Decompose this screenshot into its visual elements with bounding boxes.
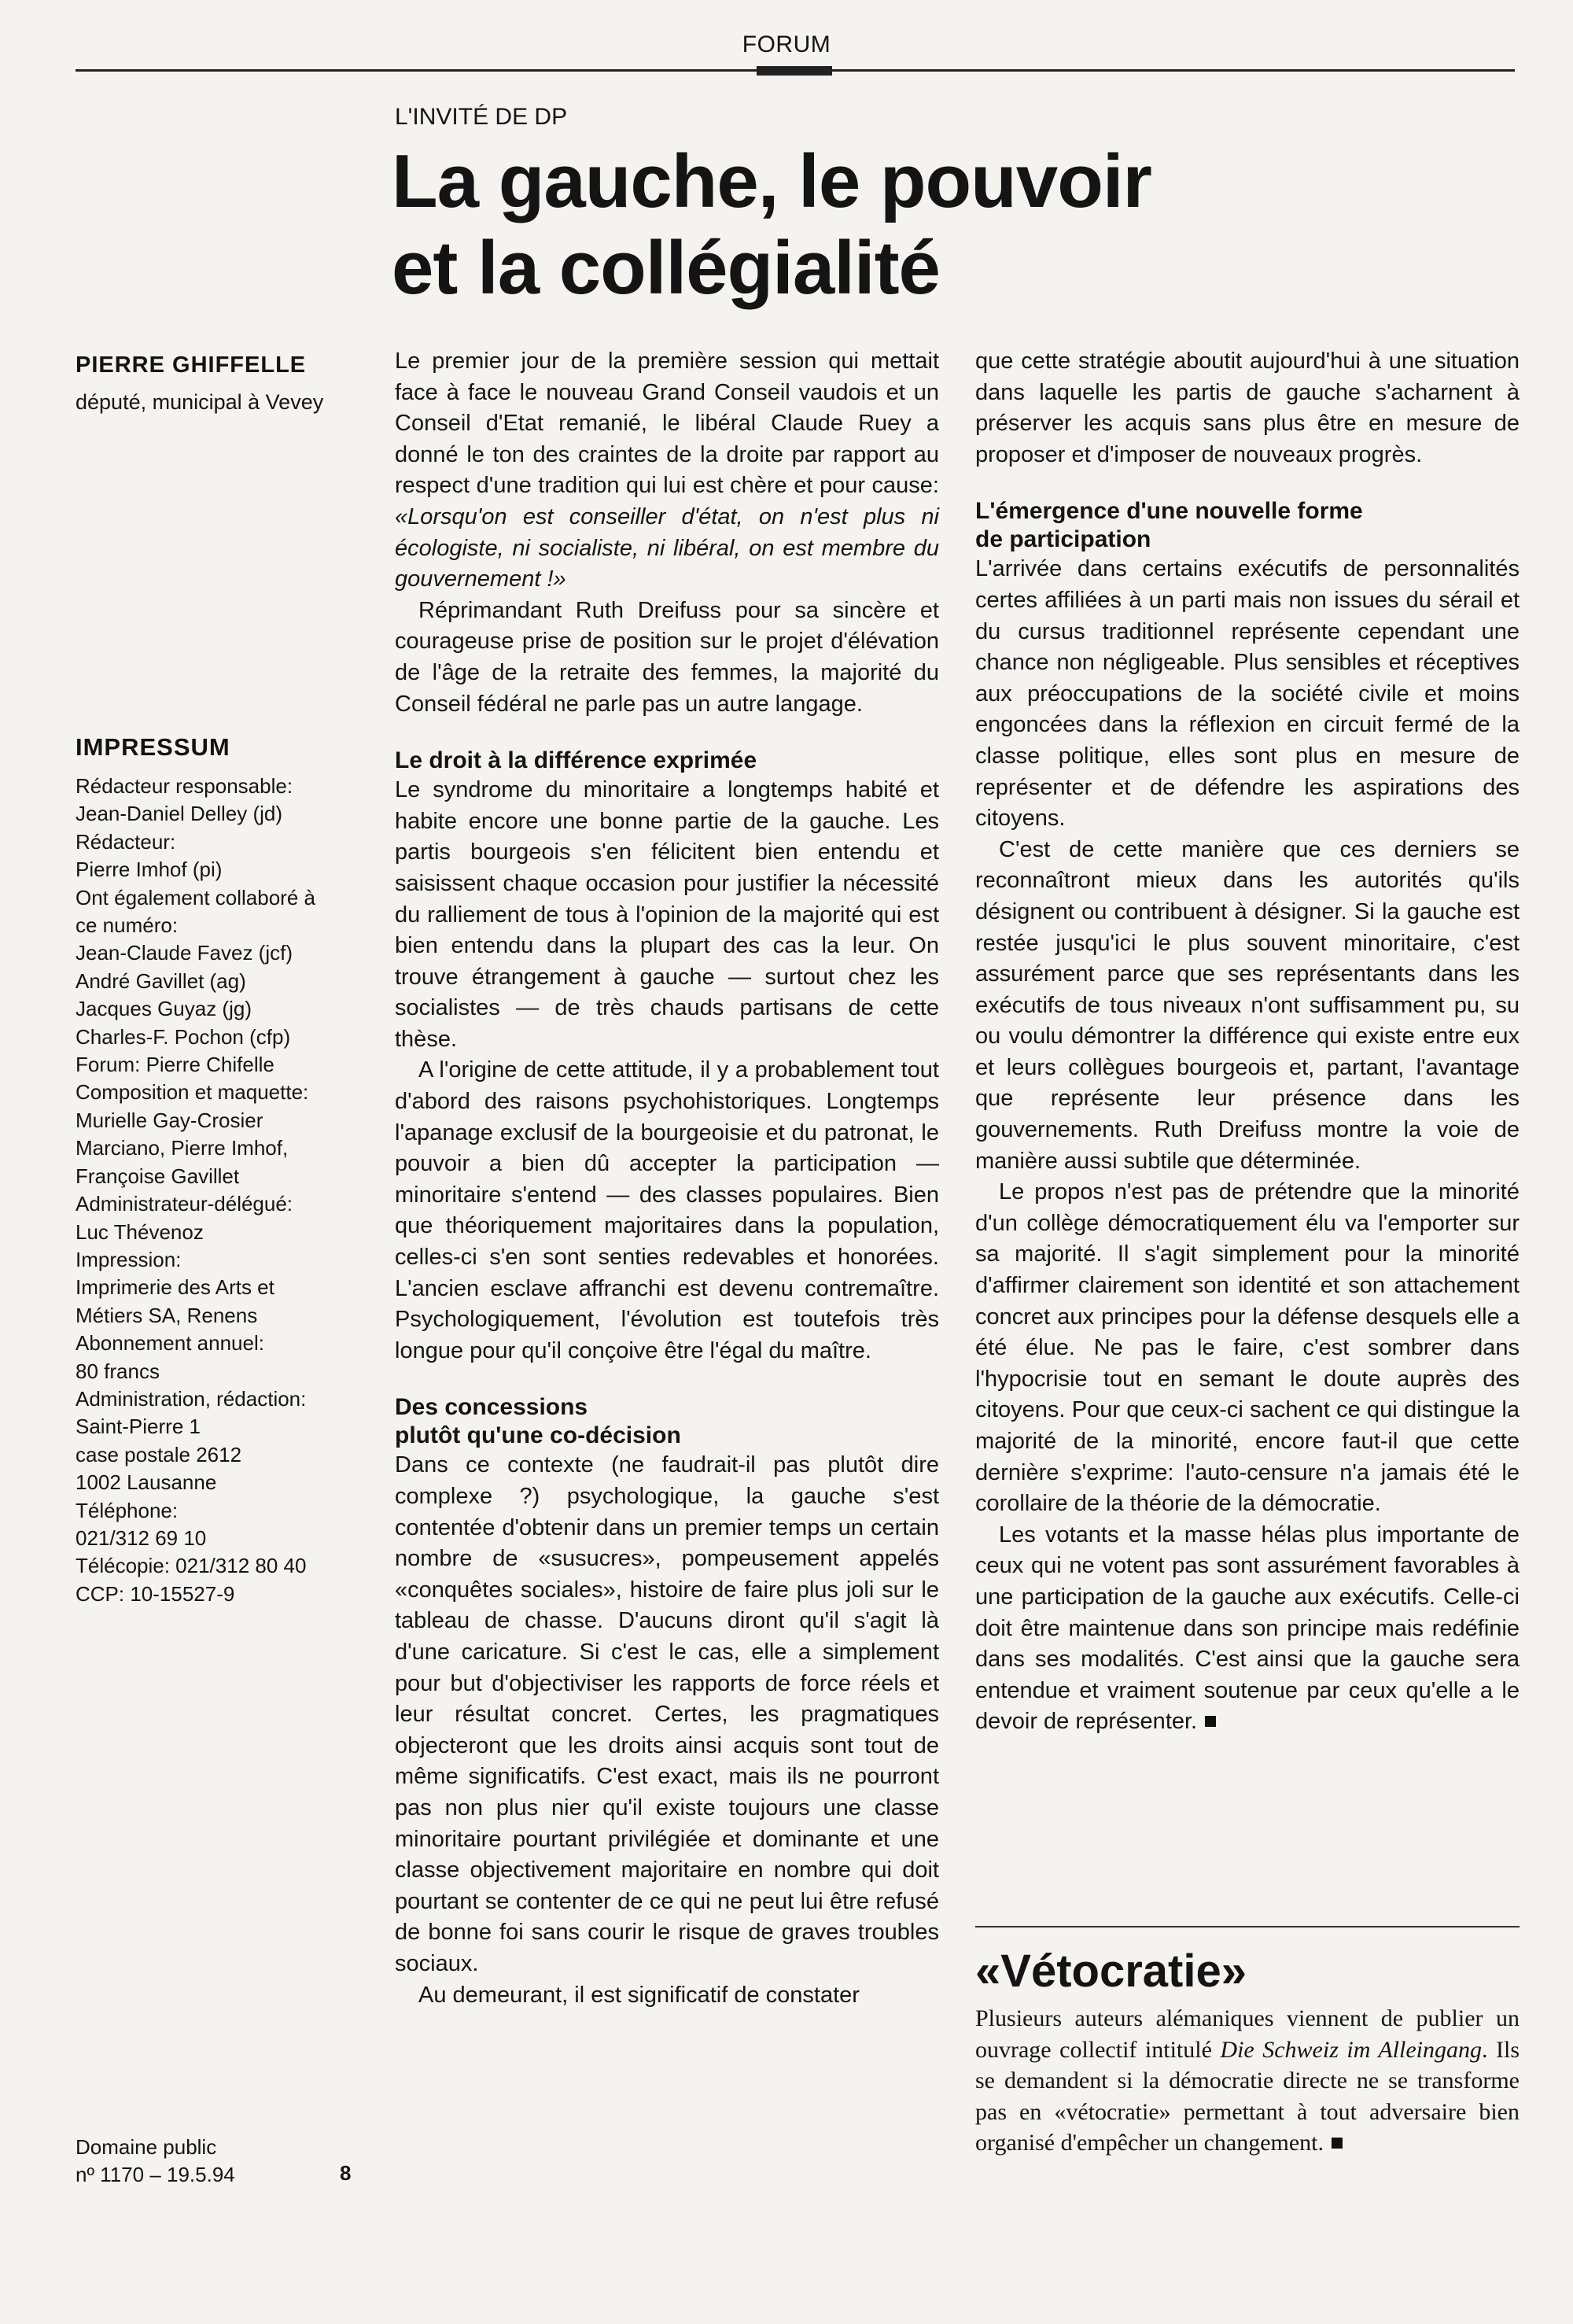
subheading: Des concessions plutôt qu'une co-décision (395, 1394, 681, 1449)
author-title: député, municipal à Vevey (76, 390, 324, 414)
impressum-line: Administration, rédaction: (76, 1386, 307, 1411)
impressum-line: Pierre Imhof (pi) (76, 858, 223, 882)
article-title-line-2: et la collégialité (392, 226, 940, 310)
paragraph: Les votants et la masse hélas plus importante de ceux qui ne votent pas sont assurément favorables à une participation de la gauche aux exécutifs. Celle-ci doit être maintenue dans son principe mais redéfinie dans ses modalités. C'est ainsi que la gauche sera entendue et vraiment soutenue par ceux qu'elle a le devoir de représenter. (975, 1522, 1520, 1735)
end-mark-icon (1332, 2138, 1343, 2149)
impressum-title: IMPRESSUM (76, 733, 230, 761)
impressum-line: Téléphone: (76, 1498, 179, 1522)
paragraph: que cette stratégie aboutit aujourd'hui à une situation dans laquelle les partis de gauche s'acharnent à préserver les acquis sans plus être en mesure de proposer et d'imposer de nouveaux progrès. (975, 349, 1520, 467)
quote: «Lorsqu'on est conseiller d'état, on n'est plus ni écologiste, ni socialiste, ni libéral, on est membre du gouvernement !» (395, 504, 939, 592)
paragraph: Le propos n'est pas de prétendre que la minorité d'un collège démocratiquement élu va l'emporter sur sa majorité. Il s'agit simplement pour la minorité d'affirmer clairement son identité et son attachement concret aux principes pour la défense desquels elle a été élue. Ne pas le faire, c'est sombrer dans l'hypocrisie tout en semant le doute auprès des citoyens. Pour que ceux-ci sachent ce qui distingue la majorité de la minorité, encore faut-il que cette dernière s'exprime: l'auto-censure n'a jamais été le corollaire de la théorie de la démocratie. (975, 1179, 1520, 1517)
impressum-line: Saint-Pierre 1 (76, 1415, 201, 1439)
book-title: Die Schweiz im Alleingang (1220, 2036, 1482, 2063)
box-title: «Vétocratie» (975, 1946, 1247, 1997)
impressum-line: Administrateur-délégué: (76, 1192, 293, 1216)
impressum-line: Jean-Claude Favez (jcf) (76, 941, 293, 965)
header-rule-tab (757, 66, 832, 76)
issue-number: nº 1170 – 19.5.94 (76, 2163, 235, 2186)
impressum-line: Françoise Gavillet (76, 1164, 240, 1188)
impressum-line: Charles-F. Pochon (cfp) (76, 1024, 291, 1049)
impressum-line: Composition et maquette: (76, 1080, 309, 1105)
impressum-line: 80 francs (76, 1359, 160, 1383)
paragraph: Au demeurant, il est significatif de constater (418, 1982, 860, 2008)
impressum-line: Abonnement annuel: (76, 1331, 264, 1356)
impressum-line: Jacques Guyaz (jg) (76, 997, 252, 1021)
impressum-line: Forum: Pierre Chifelle (76, 1053, 274, 1077)
subheading: L'émergence d'une nouvelle forme de participation (975, 498, 1363, 553)
impressum-line: Ont également collaboré à (76, 885, 315, 909)
subheading: Le droit à la différence exprimée (395, 747, 757, 774)
impressum-line: 021/312 69 10 (76, 1525, 207, 1550)
publication-name: Domaine public (76, 2135, 217, 2159)
box-divider (975, 1926, 1520, 1927)
end-mark-icon (1205, 1716, 1216, 1727)
impressum-line: Imprimerie des Arts et (76, 1275, 274, 1300)
article-title (392, 138, 1509, 312)
section-label: FORUM (742, 31, 831, 57)
page-number: 8 (340, 2161, 352, 2185)
impressum-line: Rédacteur responsable: (76, 774, 293, 798)
impressum-line: Télécopie: 021/312 80 40 (76, 1554, 307, 1578)
impressum-line: ce numéro: (76, 913, 179, 938)
impressum-line: CCP: 10-15527-9 (76, 1581, 235, 1606)
impressum-list (76, 773, 374, 1608)
box-text: Plusieurs auteurs alémaniques viennent de publier un ouvrage collectif intitulé Die Schweiz im Alleingang. Ils se demandent si la démocratie directe ne se transforme pas en «vétocratie» permettant à tout adversaire bien organisé d'empêcher un changement. (975, 2005, 1520, 2156)
article-title-line-1: La gauche, le pouvoir (392, 139, 1151, 223)
impressum-line: André Gavillet (ag) (76, 968, 246, 993)
impressum-line: 1002 Lausanne (76, 1470, 217, 1495)
article-column-2 (975, 346, 1520, 1738)
impressum-line: Jean-Daniel Delley (jd) (76, 802, 282, 826)
impressum-line: Métiers SA, Renens (76, 1303, 258, 1327)
article-column-1 (395, 346, 939, 2011)
impressum-line: Murielle Gay-Crosier (76, 1108, 263, 1132)
author-name: PIERRE GHIFFELLE (76, 352, 307, 378)
paragraph: Dans ce contexte (ne faudrait-il pas plutôt dire complexe ?) psychologique, la gauche s'est contentée d'obtenir dans un premier temps un certain nombre de «susucres», pompeusement appelés «conquêtes sociales», histoire de faire plus joli sur le tableau de chasse. D'aucuns diront qu'il s'agit là d'une caricature. Si c'est le cas, elle a simplement pour but d'objectiviser les rapports de force réels et leur résultat concret. Certes, les pragmatiques objecteront que les droits ainsi acquis sont tout de même significatifs. C'est exact, mais ils ne pourront pas non plus nier qu'il existe toujours une classe minoritaire pourtant privilégiée et dominante et une classe objectivement majoritaire en nombre qui doit pourtant se contenter de ce qui ne peut lui être refusé de bonne foi sans courir le risque de graves troubles sociaux. (395, 1452, 939, 1976)
impressum-line: Rédacteur: (76, 829, 176, 854)
impressum-line: case postale 2612 (76, 1442, 242, 1466)
impressum-line: Impression: (76, 1247, 182, 1271)
impressum-line: Marciano, Pierre Imhof, (76, 1136, 289, 1160)
paragraph: C'est de cette manière que ces derniers se reconnaîtront mieux dans les autorités qu'ils désignent ou contribuent à désigner. Si la gauche est restée jusqu'ici le plus souvent minoritaire, c'est assurément parce que ses représentants dans les exécutifs de tous niveaux n'ont suffisamment pu, su ou voulu démontrer la différence qui existe entre eux et leurs collègues bourgeois et, partant, l'avantage que représente leur présence dans les gouvernements. Ruth Dreifuss montre la voie de manière aussi subtile que déterminée. (975, 836, 1520, 1174)
paragraph: Réprimandant Ruth Dreifuss pour sa sincère et courageuse prise de position sur le projet d'élévation de l'âge de la retraite des femmes, la majorité du Conseil fédéral ne parle pas un autre langage. (395, 597, 939, 717)
footer-publication (76, 2134, 235, 2189)
paragraph: L'arrivée dans certains exécutifs de personnalités certes affiliées à un parti mais non issues du sérail et du cursus traditionnel représente cependant une chance non négligeable. Plus sensibles et réceptives aux préoccupations de la société civile et moins engoncées dans la réflexion en circuit fermé de la classe politique, elles sont plus en mesure de représenter et de défendre les aspirations des citoyens. (975, 556, 1520, 832)
kicker: L'INVITÉ DE DP (395, 104, 568, 130)
paragraph: Le premier jour de la première session qui mettait face à face le nouveau Grand Conseil vaudois et un Conseil d'Etat remanié, le libéral Claude Ruey a donné le ton des craintes de la droite par rapport au respect d'une tradition qui lui est chère et pour cause: «Lorsqu'on est conseiller d'état, on n'est plus ni écologiste, ni socialiste, ni libéral, on est membre du gouvernement !» (395, 349, 939, 592)
paragraph: A l'origine de cette attitude, il y a probablement tout d'abord des raisons psychohistoriques. Longtemps l'apanage exclusif de la bourgeoisie et du patronat, le pouvoir a bien dû accepter la participation — minoritaire s'entend — des classes populaires. Bien que théoriquement majoritaires dans la population, celles-ci s'en sont senties redevables et honorées. L'ancien esclave affranchi est devenu contremaître. Psychologiquement, l'évolution est toutefois très longue pour qu'il conçoive être l'égal du maître. (395, 1057, 939, 1363)
paragraph: Le syndrome du minoritaire a longtemps habité et habite encore une bonne partie de la gauche. Les partis bourgeois s'en félicitent bien entendu et saisissent chaque occasion pour justifier la nécessité du ralliement de tous à l'opinion de la majorité qui est bien entendu dans la plupart des cas la leur. On trouve étrangement à gauche — surtout chez les socialistes — de très chauds partisans de cette thèse. (395, 777, 939, 1052)
impressum-line: Luc Thévenoz (76, 1219, 204, 1244)
